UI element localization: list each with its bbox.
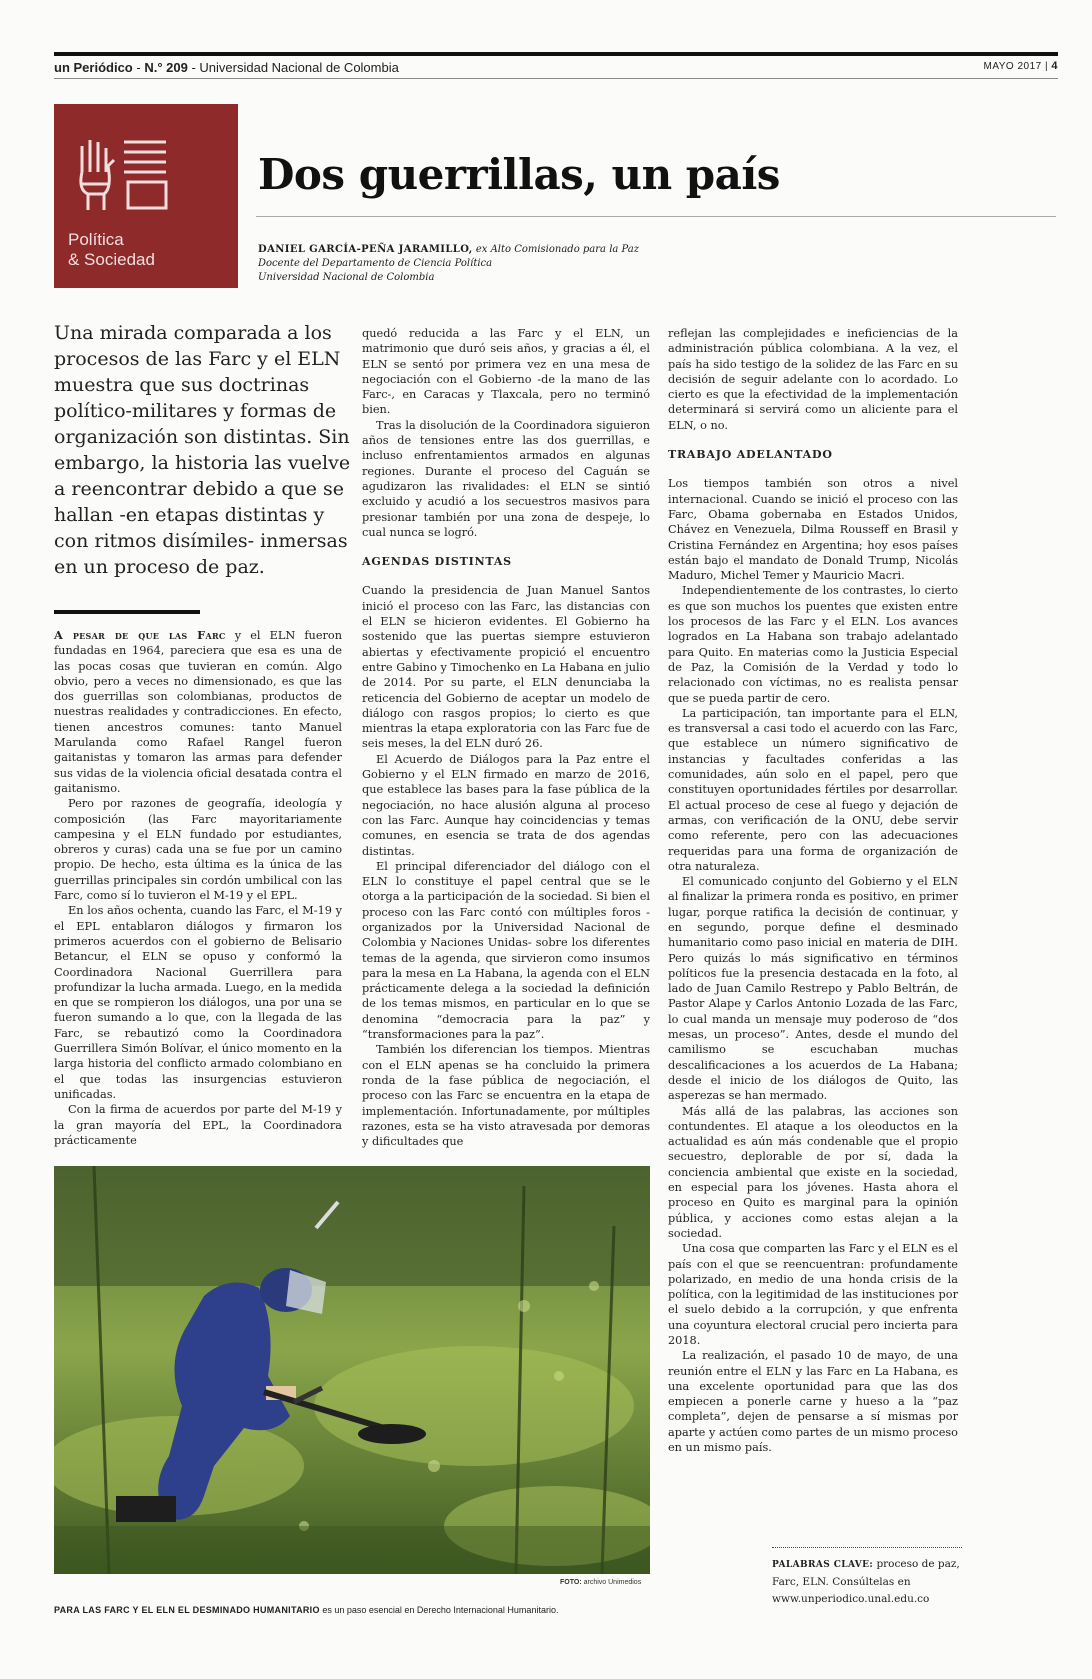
keywords-text: proceso de paz, Farc, ELN. Consúltelas en www.unperiodico.unal.edu.co <box>772 1558 960 1605</box>
author-name: DANIEL GARCÍA-PEÑA JARAMILLO, <box>258 244 473 255</box>
photo-credit-label: FOTO: <box>560 1579 582 1586</box>
photo-credit-source: archivo Unimedios <box>583 1579 642 1586</box>
keywords-rule <box>772 1547 962 1548</box>
paragraph: Una cosa que comparten las Farc y el ELN es el país con el que se reencuentran: profundamente polarizado, en medio de una honda crisis de la política, con la legitimidad de las instituciones por el suelo debido a la corrupción, y que enfrenta una coyuntura electoral crucial pero incierta para 2018. <box>668 1242 958 1347</box>
paragraph: En los años ochenta, cuando las Farc, el M-19 y el EPL entablaron diálogos y firmaron los primeros acuerdos con el gobierno de Belisario Betancur, el ELN se opuso y conformó la Coordinadora Nacional Guerrillera para profundizar la lucha armada. Luego, en la medida en que se rompieron los diálogos, una por una se fueron sumando a lo que, con la llegada de las Farc, se rebautizó como la Coordinadora Guerrillera Simón Bolívar, el único momento en la larga historia del conflicto armado colombiano en el que todas las insurgencias estuvieron unificadas. <box>54 904 342 1101</box>
paragraph: Más allá de las palabras, las acciones son contundentes. El ataque a los oleoductos en la actualidad es aún más condenable que el propio secuestro, deplorable de por sí, dada la conciencia ambiental que existe en la sociedad, en especial para los jóvenes. Hasta ahora el proceso en Quito es marginal para la opinión pública, y acciones como estas alejan a la sociedad. <box>668 1104 958 1240</box>
caption-text: es un paso esencial en Derecho Internacional Humanitario. <box>322 1605 559 1615</box>
article-title: Dos guerrillas, un país <box>258 150 780 199</box>
paragraph: Con la firma de acuerdos por parte del M-19 y la gran mayoría del EPL, la Coordinadora prácticamente <box>54 1103 342 1147</box>
keywords-box <box>772 1556 972 1608</box>
lead-paragraph: Una mirada comparada a los procesos de las Farc y el ELN muestra que sus doctrinas político-militares y formas de organización son distintas. Sin embargo, la historia las vuelve a reencontrar debido a que se hallan -en etapas distintas y con ritmos disímiles- inmersas en un proceso de paz. <box>54 322 351 578</box>
byline <box>258 243 639 285</box>
masthead-issue: N.° 209 <box>144 60 188 75</box>
subheading: AGENDAS DISTINTAS <box>362 555 512 569</box>
caption-lead: PARA LAS FARC Y EL ELN EL DESMINADO HUMANITARIO <box>54 1605 320 1615</box>
section-badge <box>54 104 238 288</box>
photo-credit <box>560 1579 641 1586</box>
masthead: un Periódico - N.° 209 - Universidad Nacional de Colombia <box>54 60 399 75</box>
paragraph: Pero por razones de geografía, ideología y composición (las Farc mayoritariamente campesina y el ELN fundado por estudiantes, obreros y curas) cada una se fue por un camino propio. De hecho, esta última es la única de las guerrillas principales sin cordón umbilical con las Farc, como sí lo tuvieron el M-19 y el EPL. <box>54 797 342 903</box>
header-rule <box>54 78 1058 79</box>
author-role3: Universidad Nacional de Colombia <box>258 272 435 283</box>
paragraph: reflejan las complejidades e ineficiencias de la administración pública colombiana. A la vez, el país ha sido testigo de la solidez de las Farc en su decisión de seguir adelante con lo acordado. Lo cierto es que la efectividad de la implementación determinará si servirá como un aliciente para el ELN, o no. <box>668 327 958 432</box>
header-date-page: MAYO 2017 | 4 <box>983 60 1058 72</box>
paragraph: También los diferencian los tiempos. Mientras con el ELN apenas se ha concluido la primera ronda de la fase pública de negociación, el proceso con las Farc se encuentra en la etapa de implementación. Infortunadamente, por múltiples razones, esta se ha visto atravesada por demoras y dificultades que <box>362 1043 650 1149</box>
photo-caption <box>54 1605 558 1615</box>
subheading: TRABAJO ADELANTADO <box>668 448 833 462</box>
section-label-line1: Política <box>68 230 124 249</box>
page-number: 4 <box>1051 60 1058 72</box>
title-rule <box>256 216 1056 217</box>
article-photo <box>54 1166 650 1574</box>
paragraph: El comunicado conjunto del Gobierno y el ELN al finalizar la primera ronda es positivo, en primer lugar, porque ratifica la decisión de continuar, y en segundo, porque define el desminado humanitario como paso inicial en materia de DIH. Pero quizás lo más significativo en términos políticos fue la presencia destacada en la foto, al lado de Juan Camilo Restrepo y Pablo Beltrán, de Pastor Alape y Carlos Antonio Lozada de las Farc, lo cual manda un mensaje muy poderoso de “dos mesas, un proceso”. Antes, desde el mundo del camilismo se escuchaban muchas descalificaciones a los acuerdos de La Habana; desde el inicio de los diálogos de Quito, las asperezas se han mermado. <box>668 875 958 1103</box>
author-role1: ex Alto Comisionado para la Paz <box>475 244 640 255</box>
paragraph: Cuando la presidencia de Juan Manuel Santos inició el proceso con las Farc, las distancias con el ELN se hicieron evidentes. El Gobierno ha sostenido que las puertas siempre estuvieron abiertas y efectivamente propició el encuentro entre Gabino y Timochenko en La Habana en julio de 2014. Por su parte, el ELN denunciaba la reticencia del Gobierno de aceptar un modelo de diálogo con rasgos propios; lo cierto es que mientras la etapa exploratoria con las Farc fue de seis meses, la del ELN duró 26. <box>362 584 650 751</box>
paragraph: El principal diferenciador del diálogo con el ELN lo constituye el papel central que se le otorga a la participación de la sociedad. Si bien el proceso con las Farc contó con múltiples foros -organizados por la Universidad Nacional de Colombia y Naciones Unidas- sobre los diferentes temas de la agenda, que sirvieron como insumos para la mesa en La Habana, la agenda con el ELN prácticamente delega a la sociedad la definición de los temas mismos, en particular en lo que se denomina “democracia para la paz” y “transformaciones para la paz”. <box>362 859 650 1042</box>
paragraph: Independientemente de los contrastes, lo cierto es que son muchos los puentes que existen entre los procesos de las Farc y el ELN. Los avances logrados en La Habana son trabajo adelantado para Quito. En materias como la Justicia Especial de Paz, la Comisión de la Verdad y todo lo relacionado con víctimas, no es realista pensar que se pueda partir de cero. <box>668 584 958 705</box>
paragraph: Los tiempos también son otros a nivel internacional. Cuando se inició el proceso con las Farc, Obama gobernaba en Estados Unidos, Chávez en Venezuela, Dilma Rousseff en Brasil y Cristina Fernández en Argentina; hoy esos países están bajo el mandato de Donald Trump, Nicolás Maduro, Michel Temer y Mauricio Macri. <box>668 477 958 583</box>
masthead-paper: Periódico <box>73 60 133 75</box>
section-label-line2: & Sociedad <box>68 250 155 269</box>
column-1 <box>54 628 342 1148</box>
lead-rule <box>54 610 200 614</box>
column-3 <box>668 326 958 1455</box>
paragraph: La participación, tan importante para el ELN, es transversal a casi todo el acuerdo con las Farc, que establece un número significativo de instancias y facultades conferidas a las comunidades, aún solo en el papel, pero que constituyen oportunidades fértiles por desarrollar. El actual proceso de cese al fuego y dejación de armas, con verificación de la ONU, debe servir como referente, pero con las adecuaciones requeridas para una forma de organización de otra naturaleza. <box>668 706 958 873</box>
paragraph: quedó reducida a las Farc y el ELN, un matrimonio que duró seis años, y gracias a él, el ELN se sentó por primera vez en una mesa de negociación con el Gobierno -de la mano de las Farc-, en Caracas y Tlaxcala, pero no terminó bien. <box>362 327 650 417</box>
paragraph: La realización, el pasado 10 de mayo, de una reunión entre el ELN y las Farc en La Habana, es una excelente oportunidad para que las dos empiecen a ponerle carne y hueso a la “paz completa”, dejen de pensarse a sí mismas por aparte y actúen como partes de un mismo proceso en un mismo país. <box>668 1349 958 1455</box>
header-date: MAYO 2017 <box>983 61 1042 72</box>
raised-hand-and-ballot-icon <box>68 132 178 210</box>
paragraph: A pesar de que las Farc y el ELN fueron fundadas en 1964, pareciera que esa es una de las pocas cosas que tuvieran en común. Algo obvio, pero a veces no dimensionado, es que las dos guerrillas son colombianas, productos de nuestras realidades y contradicciones. En efecto, tienen ancestros comunes: tanto Manuel Marulanda como Rafael Rangel fueron gaitanistas y tomaron las armas para defender sus vidas de la violencia oficial desatada contra el gaitanismo. <box>54 628 342 795</box>
paragraph: Tras la disolución de la Coordinadora siguieron años de tensiones entre las dos guerrillas, e incluso enfrentamientos armados en algunas regiones. Durante el proceso del Caguán se agudizaron las rivalidades: el ELN se sintió excluido y acudió a los secuestros masivos para presionar también por una zona de despeje, lo cual nunca se logró. <box>362 418 650 539</box>
column-2 <box>362 326 650 1149</box>
masthead-institution: Universidad Nacional de Colombia <box>199 60 399 75</box>
header-top-rule <box>54 52 1058 56</box>
paragraph: El Acuerdo de Diálogos para la Paz entre el Gobierno y el ELN firmado en marzo de 2016, que establece las bases para la fase pública de la negociación, no hace alusión alguna al proceso con las Farc. Aunque hay coincidencias y temas comunes, en esencia se trata de dos agendas distintas. <box>362 752 650 858</box>
masthead-logo: un <box>54 60 70 75</box>
author-role2: Docente del Departamento de Ciencia Política <box>258 258 493 269</box>
keywords-label: PALABRAS CLAVE: <box>772 1560 874 1570</box>
section-label <box>68 230 155 270</box>
paragraph-lead-in: A pesar de que las Farc <box>54 628 226 642</box>
